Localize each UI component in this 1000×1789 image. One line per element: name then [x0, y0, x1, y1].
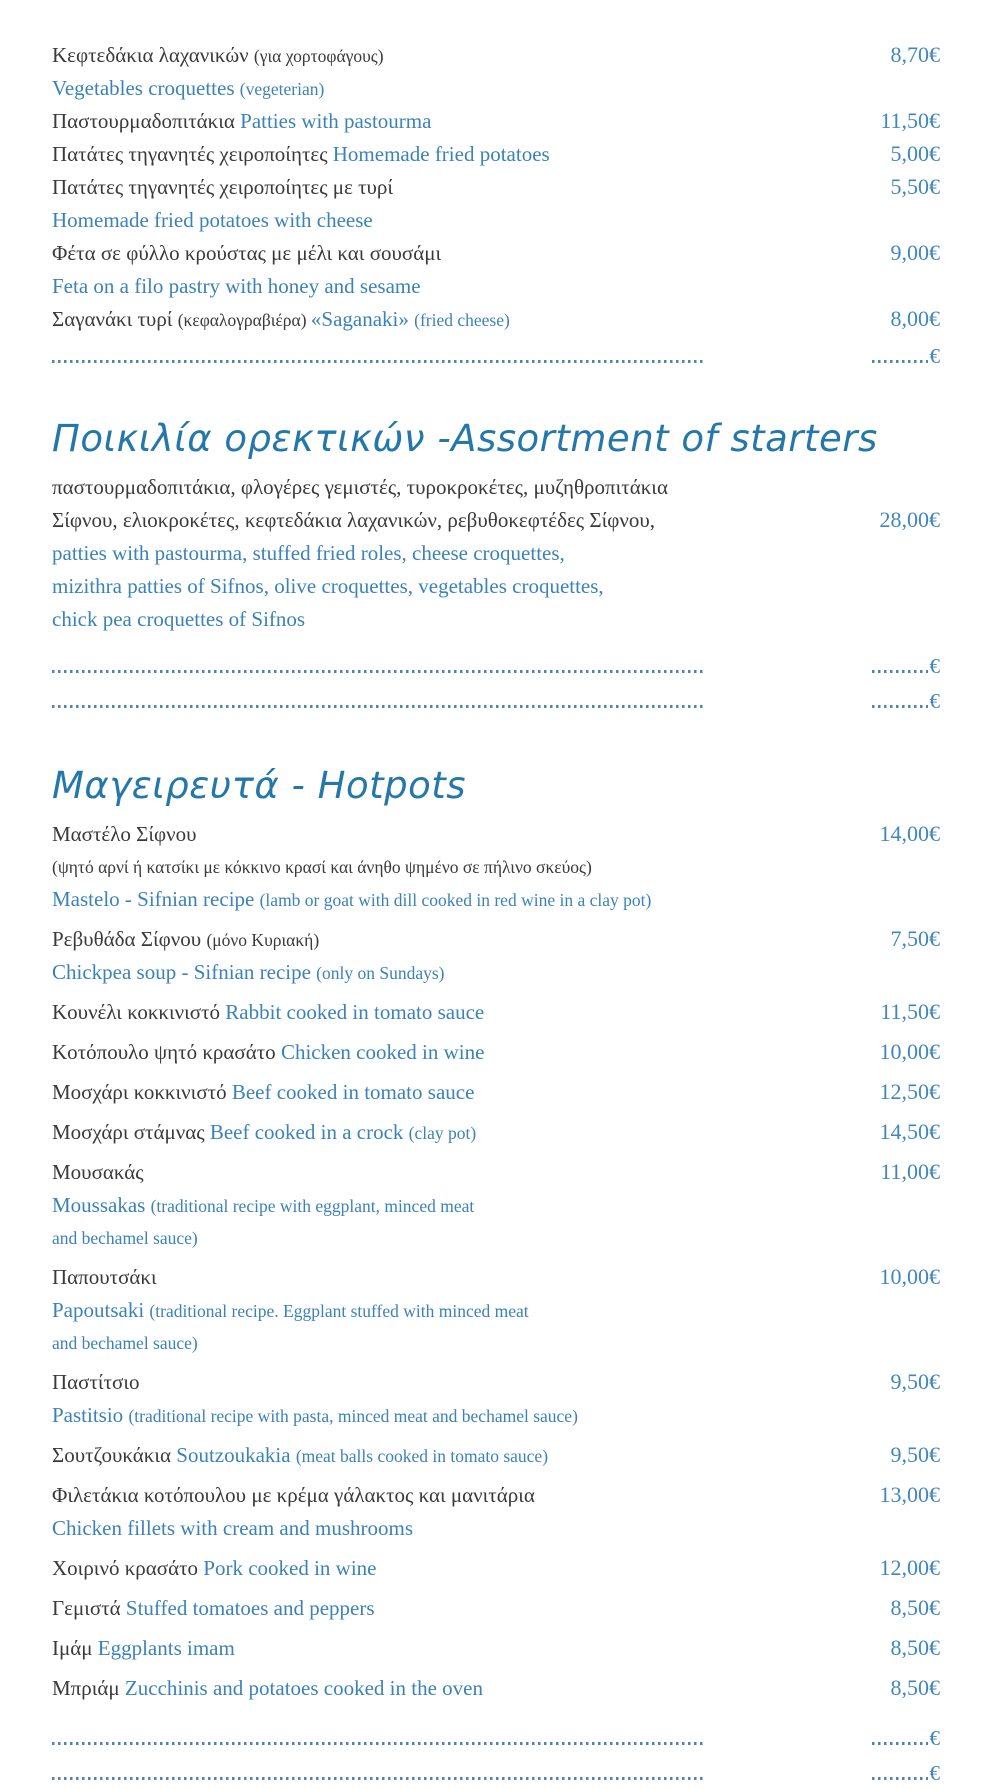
item-note-english: (traditional recipe. Eggplant stuffed with minced meat	[149, 1301, 529, 1321]
item-text-greek: Πατάτες τηγανητές χειροποίητες	[52, 142, 333, 166]
dotted-line	[872, 1777, 928, 1780]
menu-item-line	[52, 271, 940, 304]
blank-price-area	[872, 691, 941, 712]
item-text	[52, 957, 940, 990]
item-text-english: Beef cooked in a crock	[209, 1120, 409, 1144]
menu-item	[52, 1673, 940, 1706]
menu-item-line	[52, 1440, 940, 1473]
item-text-greek: Γεμιστά	[52, 1596, 126, 1620]
item-text-english: Pork cooked in wine	[203, 1556, 377, 1580]
dotted-line	[872, 360, 928, 363]
item-text	[52, 172, 877, 205]
item-text-greek: Ιμάμ	[52, 1636, 98, 1660]
item-price: 9,50€	[890, 1369, 940, 1394]
menu-item	[52, 1440, 940, 1473]
item-note-greek: (μόνο Κυριακή)	[206, 930, 320, 950]
menu-item-line	[52, 1037, 940, 1070]
dotted-line	[872, 705, 928, 708]
menu-item	[52, 1077, 940, 1110]
menu-item-line	[52, 1553, 940, 1586]
menu-item-line	[52, 924, 940, 957]
item-note-english: (lamb or goat with dill cooked in red wine in a clay pot)	[259, 890, 652, 910]
item-text	[52, 472, 940, 505]
item-text-english: Mastelo - Sifnian recipe	[52, 887, 260, 911]
menu-item-line	[52, 304, 940, 337]
item-text-english: Vegetables croquettes	[52, 76, 240, 100]
item-text-english: mizithra patties of Sifnos, olive croquettes, vegetables croquettes,	[52, 574, 604, 598]
menu-item-line	[52, 73, 940, 106]
menu-item-line	[52, 538, 940, 571]
menu-item	[52, 819, 940, 917]
section-heading: Ποικιλία ορεκτικών -Assortment of starters	[52, 417, 878, 460]
euro-sign: €	[929, 654, 940, 678]
dotted-line	[52, 360, 704, 363]
item-text-english: Soutzoukakia	[176, 1443, 296, 1467]
item-text	[52, 1553, 866, 1586]
dotted-line	[52, 670, 704, 673]
menu-item	[52, 1553, 940, 1586]
dotted-line	[872, 1742, 928, 1745]
item-text-greek: Σαγανάκι τυρί	[52, 307, 178, 331]
item-price: 8,50€	[890, 1595, 940, 1620]
item-price: 7,50€	[890, 926, 940, 951]
item-text-english: chick pea croquettes of Sifnos	[52, 607, 306, 631]
item-text	[52, 1223, 940, 1255]
menu-item-line	[52, 1077, 940, 1110]
item-text	[52, 1190, 940, 1223]
item-price: 8,50€	[890, 1635, 940, 1660]
blank-price-area	[872, 1763, 941, 1784]
item-text-english: Zucchinis and potatoes cooked in the oven	[124, 1676, 483, 1700]
item-text	[52, 604, 940, 637]
item-note-greek: (ψητό αρνί ή κατσίκι με κόκκινο κρασί και άνηθο ψημένο σε πήλινο σκεύος)	[52, 857, 592, 877]
menu-item-line	[52, 1295, 940, 1328]
item-text	[52, 1367, 877, 1400]
item-text	[52, 924, 877, 957]
item-text-greek: Κοτόπουλο ψητό κρασάτο	[52, 1040, 281, 1064]
menu-item-line	[52, 1633, 940, 1666]
dotted-line	[872, 670, 928, 673]
dotted-line	[52, 705, 704, 708]
euro-sign: €	[929, 344, 940, 368]
item-text-english: Patties with pastourma	[240, 109, 432, 133]
item-text-english: Chickpea soup - Sifnian recipe	[52, 960, 317, 984]
item-text-greek: Μοσχάρι στάμνας	[52, 1120, 210, 1144]
item-text-english: «Saganaki»	[310, 307, 415, 331]
menu-item-line	[52, 604, 940, 637]
menu-item	[52, 1262, 940, 1360]
menu-item-line	[52, 1593, 940, 1626]
menu-item	[52, 472, 940, 637]
item-text	[52, 1157, 866, 1190]
item-price: 8,50€	[890, 1675, 940, 1700]
blank-dotted-row	[52, 1754, 940, 1789]
item-price: 14,50€	[879, 1119, 940, 1144]
item-price: 13,00€	[879, 1482, 940, 1507]
item-text	[52, 139, 877, 172]
item-text-greek: παστουρμαδοπιτάκια, φλογέρες γεμιστές, τυροκροκέτες, μυζηθροπιτάκια	[52, 475, 668, 499]
menu-item-line	[52, 1157, 940, 1190]
item-text-english: Chicken fillets with cream and mushrooms	[52, 1516, 414, 1540]
item-text	[52, 1440, 877, 1473]
menu-item-line	[52, 997, 940, 1030]
menu-item	[52, 1037, 940, 1070]
menu-item-line	[52, 819, 940, 852]
item-text	[52, 73, 940, 106]
blank-dotted-row	[52, 682, 940, 717]
item-text	[52, 852, 940, 884]
menu-item-line	[52, 139, 940, 172]
menu-item	[52, 1480, 940, 1546]
item-text	[52, 1037, 866, 1070]
dotted-line	[52, 1777, 704, 1780]
item-text-english: Beef cooked in tomato sauce	[231, 1080, 475, 1104]
item-text-greek: Κεφτεδάκια λαχανικών	[52, 43, 254, 67]
menu-item-line	[52, 1190, 940, 1223]
item-note-english: and bechamel sauce)	[52, 1228, 198, 1248]
item-text-english: Moussakas	[52, 1193, 151, 1217]
item-text-greek: Μπριάμ	[52, 1676, 125, 1700]
item-text-greek: Μαστέλο Σίφνου	[52, 822, 197, 846]
item-note-english: (traditional recipe with pasta, minced meat and bechamel sauce)	[128, 1406, 578, 1426]
item-text-english: Homemade fried potatoes	[332, 142, 550, 166]
item-text	[52, 1593, 877, 1626]
menu-item-line	[52, 1400, 940, 1433]
item-text	[52, 997, 866, 1030]
item-price: 9,50€	[890, 1442, 940, 1467]
menu-item-line	[52, 238, 940, 271]
blank-dotted-row	[52, 1719, 940, 1754]
spacer	[52, 637, 940, 647]
dotted-line	[52, 1742, 704, 1745]
menu-item	[52, 238, 940, 304]
item-note-english: and bechamel sauce)	[52, 1333, 198, 1353]
menu-item	[52, 924, 940, 990]
item-text-greek: Πατάτες τηγανητές χειροποίητες με τυρί	[52, 175, 394, 199]
item-text-greek: Μοσχάρι κοκκινιστό	[52, 1080, 232, 1104]
blank-price-area	[872, 346, 941, 367]
item-text	[52, 40, 877, 73]
item-text-greek: Παστουρμαδοπιτάκια	[52, 109, 241, 133]
item-text-greek: Σίφνου, ελιοκροκέτες, κεφτεδάκια λαχανικών, ρεβυθοκεφτέδες Σίφνου,	[52, 508, 656, 532]
menu-item-line	[52, 106, 940, 139]
menu-item-line	[52, 1223, 940, 1255]
item-price: 12,50€	[879, 1079, 940, 1104]
item-text	[52, 304, 877, 337]
item-text	[52, 238, 877, 271]
menu-item-line	[52, 884, 940, 917]
item-text	[52, 571, 940, 604]
blank-dotted-row	[52, 337, 940, 372]
item-price: 9,00€	[890, 240, 940, 265]
item-text	[52, 271, 940, 304]
item-text-greek: Ρεβυθάδα Σίφνου	[52, 927, 207, 951]
item-note-english: (meat balls cooked in tomato sauce)	[295, 1446, 549, 1466]
item-text-greek: Παστίτσιο	[52, 1370, 140, 1394]
item-text	[52, 1328, 940, 1360]
euro-sign: €	[929, 1761, 940, 1785]
menu-item	[52, 1157, 940, 1255]
item-price: 8,00€	[890, 306, 940, 331]
item-text-greek: Παπουτσάκι	[52, 1265, 157, 1289]
menu-item	[52, 139, 940, 172]
menu-item	[52, 106, 940, 139]
item-text	[52, 538, 940, 571]
blank-price-area	[872, 656, 941, 677]
item-text	[52, 1262, 866, 1295]
menu-item	[52, 172, 940, 238]
item-note-english: (traditional recipe with eggplant, minced meat	[150, 1196, 475, 1216]
menu-item-line	[52, 40, 940, 73]
item-price: 12,00€	[879, 1555, 940, 1580]
item-note-greek: (για χορτοφάγους)	[253, 46, 384, 66]
item-text-english: Eggplants imam	[97, 1636, 235, 1660]
item-text-greek: Κουνέλι κοκκινιστό	[52, 1000, 226, 1024]
menu-item-line	[52, 1367, 940, 1400]
item-text	[52, 1295, 940, 1328]
menu-item-line	[52, 1480, 940, 1513]
item-text	[52, 205, 940, 238]
menu-item-line	[52, 852, 940, 884]
menu-page	[52, 0, 940, 1789]
spacer	[52, 717, 940, 763]
menu-item	[52, 1593, 940, 1626]
item-text	[52, 1077, 866, 1110]
item-price: 11,50€	[880, 999, 940, 1024]
item-text	[52, 1480, 866, 1513]
menu-item-line	[52, 1513, 940, 1546]
menu-item	[52, 304, 940, 337]
item-text-greek: Μουσακάς	[52, 1160, 144, 1184]
menu-item-line	[52, 505, 940, 538]
spacer	[52, 372, 940, 416]
item-text	[52, 1673, 877, 1706]
blank-dotted-row	[52, 647, 940, 682]
menu-item	[52, 1117, 940, 1150]
item-note-english: (vegeterian)	[239, 79, 325, 99]
euro-sign: €	[929, 1726, 940, 1750]
item-price: 14,00€	[879, 821, 940, 846]
menu-item-line	[52, 1673, 940, 1706]
item-text-english: patties with pastourma, stuffed fried roles, cheese croquettes,	[52, 541, 565, 565]
item-price: 5,00€	[890, 141, 940, 166]
item-text	[52, 1400, 940, 1433]
item-price: 11,50€	[880, 108, 940, 133]
item-text	[52, 819, 866, 852]
item-text-greek: Φιλετάκια κοτόπουλου με κρέμα γάλακτος και μανιτάρια	[52, 1483, 535, 1507]
item-text-english: Papoutsaki	[52, 1298, 150, 1322]
item-note-english: (clay pot)	[408, 1123, 477, 1143]
menu-item	[52, 997, 940, 1030]
item-price: 28,00€	[879, 507, 940, 532]
item-text-english: Stuffed tomatoes and peppers	[125, 1596, 375, 1620]
menu-item-line	[52, 205, 940, 238]
menu-item-line	[52, 571, 940, 604]
item-text-english: Feta on a filo pastry with honey and sesame	[52, 274, 421, 298]
menu-item	[52, 1367, 940, 1433]
item-text	[52, 1117, 866, 1150]
item-text-greek: Φέτα σε φύλλο κρούστας με μέλι και σουσάμι	[52, 241, 442, 265]
item-text-greek: Χοιρινό κρασάτο	[52, 1556, 204, 1580]
item-price: 5,50€	[890, 174, 940, 199]
menu-item-line	[52, 172, 940, 205]
item-price: 10,00€	[879, 1039, 940, 1064]
item-text	[52, 1633, 877, 1666]
menu-item	[52, 40, 940, 106]
menu-item	[52, 1633, 940, 1666]
menu-item-line	[52, 1117, 940, 1150]
section-heading: Μαγειρευτά - Hotpots	[52, 764, 467, 807]
menu-item-line	[52, 472, 940, 505]
item-text	[52, 505, 866, 538]
menu-item-line	[52, 957, 940, 990]
item-note-english: (fried cheese)	[414, 310, 510, 330]
item-text-english: Homemade fried potatoes with cheese	[52, 208, 373, 232]
item-price: 10,00€	[879, 1264, 940, 1289]
item-price: 11,00€	[880, 1159, 940, 1184]
item-text-greek: Σουτζουκάκια	[52, 1443, 177, 1467]
menu-item-line	[52, 1262, 940, 1295]
item-text	[52, 1513, 940, 1546]
item-text	[52, 106, 866, 139]
item-price: 8,70€	[890, 42, 940, 67]
euro-sign: €	[929, 689, 940, 713]
item-text	[52, 884, 940, 917]
menu-item-line	[52, 1328, 940, 1360]
item-text-english: Pastitsio	[52, 1403, 129, 1427]
item-text-english: Rabbit cooked in tomato sauce	[225, 1000, 485, 1024]
item-note-english: (only on Sundays)	[316, 963, 445, 983]
item-text-english: Chicken cooked in wine	[280, 1040, 485, 1064]
item-note-greek: (κεφαλογραβιέρα)	[177, 310, 311, 330]
blank-price-area	[872, 1728, 941, 1749]
